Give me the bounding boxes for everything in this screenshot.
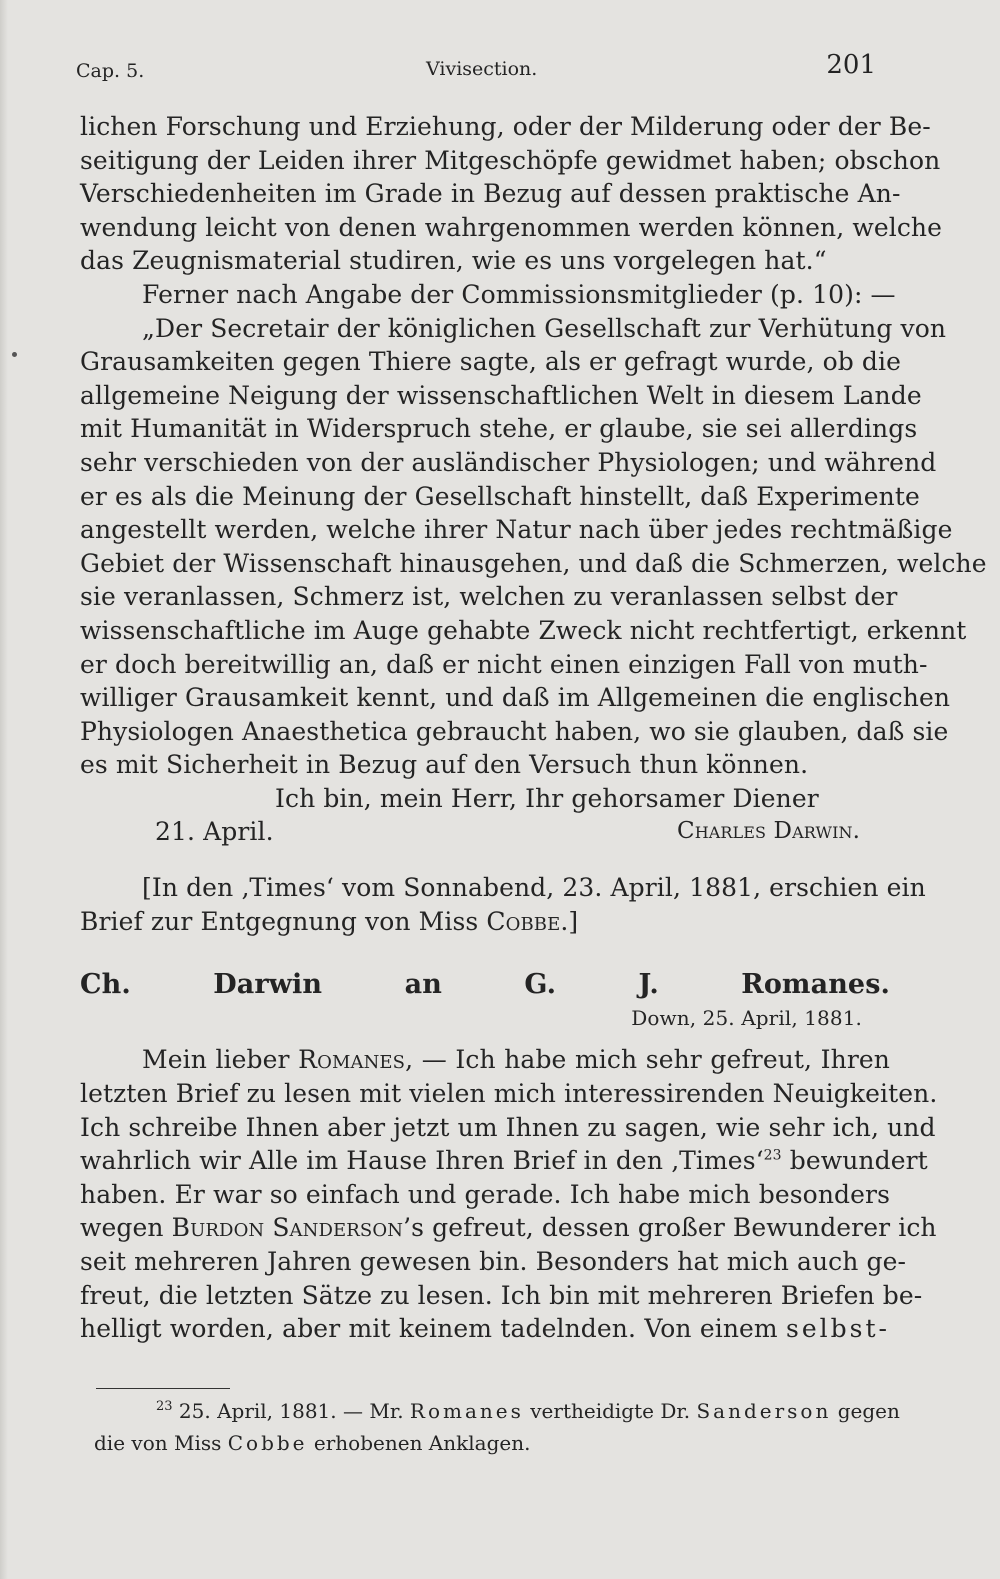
text-line: allgemeine Neigung der wissenschaftlichen Welt in diesem Lande <box>80 380 922 410</box>
editorial-note-line: Brief zur Entgegnung von Miss Cobbe.] <box>80 906 579 936</box>
text-line: Verschiedenheiten im Grade in Bezug auf dessen praktische An- <box>80 179 901 209</box>
text-line: sehr verschieden von der ausländischer Physiologen; und während <box>80 447 937 477</box>
text-line: Ferner nach Angabe der Commissionsmitglieder (p. 10): — <box>142 279 896 309</box>
text-line: wendung leicht von denen wahrgenommen werden können, welche <box>80 212 943 242</box>
chapter-label: Cap. 5. <box>76 60 145 82</box>
signature-name: Charles Darwin. <box>677 818 860 845</box>
editorial-note-line: [In den ‚Times‘ vom Sonnabend, 23. April, 1881, erschien ein <box>142 873 926 903</box>
signature-line <box>80 815 890 849</box>
signature-date: 21. April. <box>155 817 274 847</box>
text-line: lichen Forschung und Erziehung, oder der Milderung oder der Be- <box>80 112 931 141</box>
text-line: er doch bereitwillig an, daß er nicht einen einzigen Fall von muth- <box>80 649 928 679</box>
letter-line: Mein lieber Romanes, — Ich habe mich sehr gefreut, Ihren <box>142 1045 890 1075</box>
text-line: das Zeugnismaterial studiren, wie es uns vorgelegen hat.“ <box>80 246 827 276</box>
text-line: williger Grausamkeit kennt, und daß im Allgemeinen die englischen <box>80 683 951 713</box>
footnote-mark: 23 <box>156 1399 173 1415</box>
letter-line: letzten Brief zu lesen mit vielen mich interessirenden Neuigkeiten. <box>80 1079 938 1109</box>
text-line: sie veranlassen, Schmerz ist, welchen zu veranlassen selbst der <box>80 582 898 612</box>
text-line: Gebiet der Wissenschaft hinausgehen, und daß die Schmerzen, welche <box>80 548 987 578</box>
signoff-line: Ich bin, mein Herr, Ihr gehorsamer Diener <box>275 783 819 813</box>
footnote-line: die von Miss Cobbe erhobenen Anklagen. <box>94 1431 531 1455</box>
text-line: seitigung der Leiden ihrer Mitgeschöpfe gewidmet haben; obschon <box>80 145 941 175</box>
text-line: er es als die Meinung der Gesellschaft hinstellt, daß Experimente <box>80 481 920 511</box>
letter-line: haben. Er war so einfach und gerade. Ich habe mich besonders <box>80 1179 890 1209</box>
section-title: Vivisection. <box>426 58 538 80</box>
letter-line: wahrlich wir Alle im Hause Ihren Brief in den ‚Times‘$^{23}$ bewundert <box>80 1146 928 1176</box>
margin-mark <box>12 352 17 357</box>
text-line: Physiologen Anaesthetica gebraucht haben, wo sie glauben, daß sie <box>80 716 949 746</box>
body-text <box>80 110 987 1346</box>
footnote <box>94 1395 900 1459</box>
letter-heading: Ch. Darwin an G. J. Romanes. <box>80 969 890 1001</box>
text-line: angestellt werden, welche ihrer Natur nach über jedes rechtmäßige <box>80 515 953 545</box>
letter-line: Ich schreibe Ihnen aber jetzt um Ihnen zu sagen, wie sehr ich, und <box>80 1112 936 1142</box>
letter-line: wegen Burdon Sanderson’s gefreut, dessen großer Bewunderer ich <box>80 1213 937 1243</box>
letter-line: freut, die letzten Sätze zu lesen. Ich bin mit mehreren Briefen be- <box>80 1280 923 1310</box>
footnote-rule <box>96 1388 230 1389</box>
footnote-line: $^{23}$ 25. April, 1881. — Mr. Romanes vertheidigte Dr. Sanderson gegen <box>94 1395 900 1427</box>
text-line: es mit Sicherheit in Bezug auf den Versuch thun können. <box>80 750 809 780</box>
letter-dateline: Down, 25. April, 1881. <box>631 1005 862 1030</box>
text-line: wissenschaftliche im Auge gehabte Zweck nicht rechtfertigt, erkennt <box>80 615 967 645</box>
text-line: „Der Secretair der königlichen Gesellschaft zur Verhütung von <box>142 313 947 343</box>
page-number: 201 <box>826 50 876 80</box>
footnote-reference: 23 <box>763 1147 782 1164</box>
text-line: Grausamkeiten gegen Thiere sagte, als er gefragt wurde, ob die <box>80 347 901 377</box>
letter-line: helligt worden, aber mit keinem tadelnden. Von einem selbst- <box>80 1314 890 1344</box>
running-head <box>76 50 876 86</box>
text-line: mit Humanität in Widerspruch stehe, er glaube, sie sei allerdings <box>80 414 918 444</box>
letter-line: seit mehreren Jahren gewesen bin. Besonders hat mich auch ge- <box>80 1247 907 1276</box>
